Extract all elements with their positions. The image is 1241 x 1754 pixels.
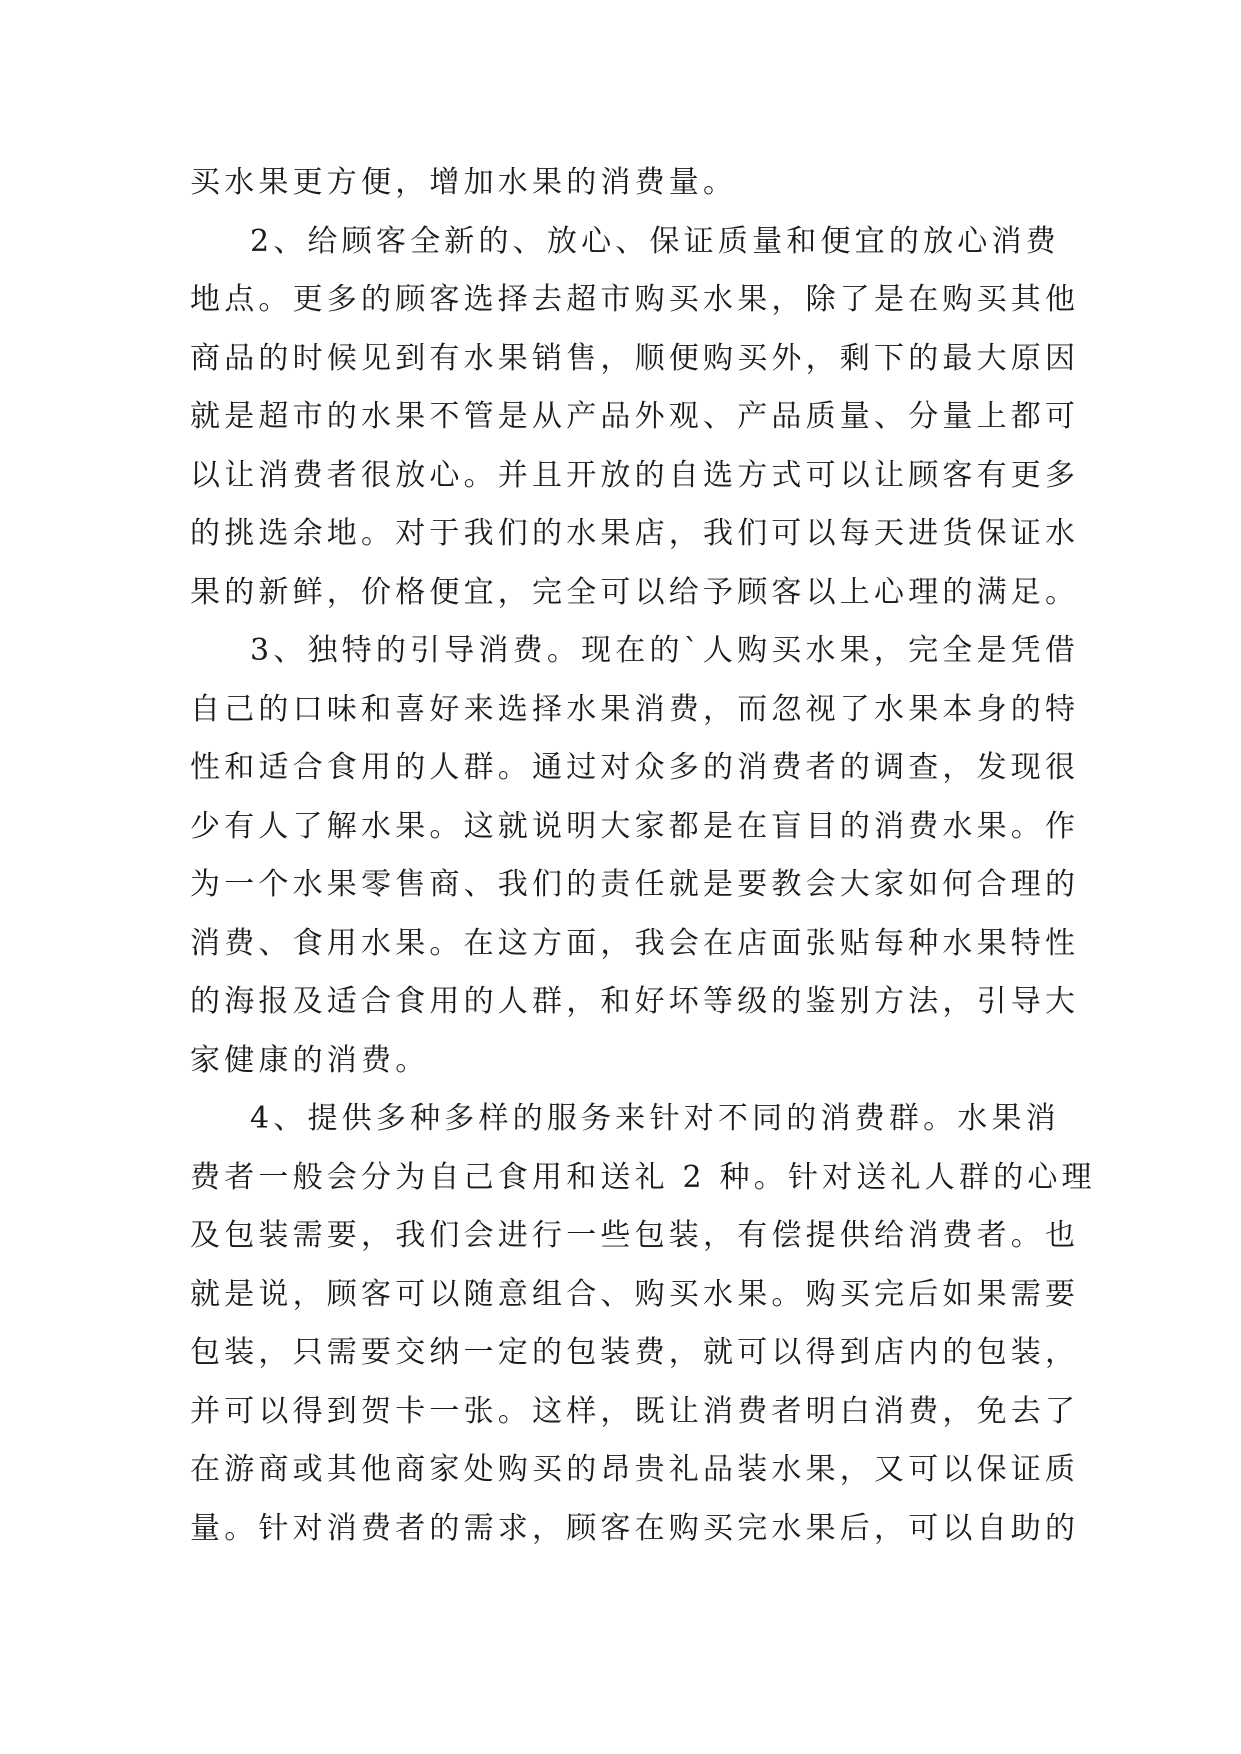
text-line: 的挑选余地。对于我们的水果店，我们可以每天进货保证水 (190, 516, 1080, 551)
text-line: 3、独特的引导消费。现在的`人购买水果，完全是凭借 (250, 633, 1080, 668)
text-line: 及包装需要，我们会进行一些包装，有偿提供给消费者。也 (190, 1218, 1080, 1253)
text-line: 性和适合食用的人群。通过对众多的消费者的调查，发现很 (190, 750, 1080, 785)
text-line: 自己的口味和喜好来选择水果消费，而忽视了水果本身的特 (190, 691, 1080, 727)
text-line: 商品的时候见到有水果销售，顺便购买外，剩下的最大原因 (190, 340, 1080, 376)
text-line: 包装，只需要交纳一定的包装费，就可以得到店内的包装， (190, 1335, 1080, 1370)
text-line: 家健康的消费。 (190, 1042, 430, 1078)
text-line: 少有人了解水果。这就说明大家都是在盲目的消费水果。作 (190, 808, 1080, 844)
text-line: 就是超市的水果不管是从产品外观、产品质量、分量上都可 (190, 399, 1080, 434)
text-line: 并可以得到贺卡一张。这样，既让消费者明白消费，免去了 (190, 1393, 1080, 1429)
text-line: 的海报及适合食用的人群，和好坏等级的鉴别方法，引导大 (190, 984, 1080, 1019)
text-line: 以让消费者很放心。并且开放的自选方式可以让顾客有更多 (190, 457, 1080, 493)
text-line: 就是说，顾客可以随意组合、购买水果。购买完后如果需要 (190, 1276, 1080, 1312)
text-line: 费者一般会分为自己食用和送礼 2 种。针对送礼人群的心理 (190, 1159, 1096, 1195)
text-line: 买水果更方便，增加水果的消费量。 (190, 165, 738, 200)
text-line: 消费、食用水果。在这方面，我会在店面张贴每种水果特性 (190, 925, 1080, 961)
body-text (190, 154, 1096, 1558)
text-line: 果的新鲜，价格便宜，完全可以给予顾客以上心理的满足。 (190, 574, 1080, 610)
text-line: 量。针对消费者的需求，顾客在购买完水果后，可以自助的 (190, 1510, 1080, 1546)
text-line: 地点。更多的顾客选择去超市购买水果，除了是在购买其他 (190, 282, 1080, 317)
text-line: 在游商或其他商家处购买的昂贵礼品装水果，又可以保证质 (190, 1452, 1080, 1487)
text-line: 为一个水果零售商、我们的责任就是要教会大家如何合理的 (190, 867, 1080, 902)
text-line: 2、给顾客全新的、放心、保证质量和便宜的放心消费 (250, 223, 1060, 259)
text-line: 4、提供多种多样的服务来针对不同的消费群。水果消 (250, 1101, 1060, 1136)
